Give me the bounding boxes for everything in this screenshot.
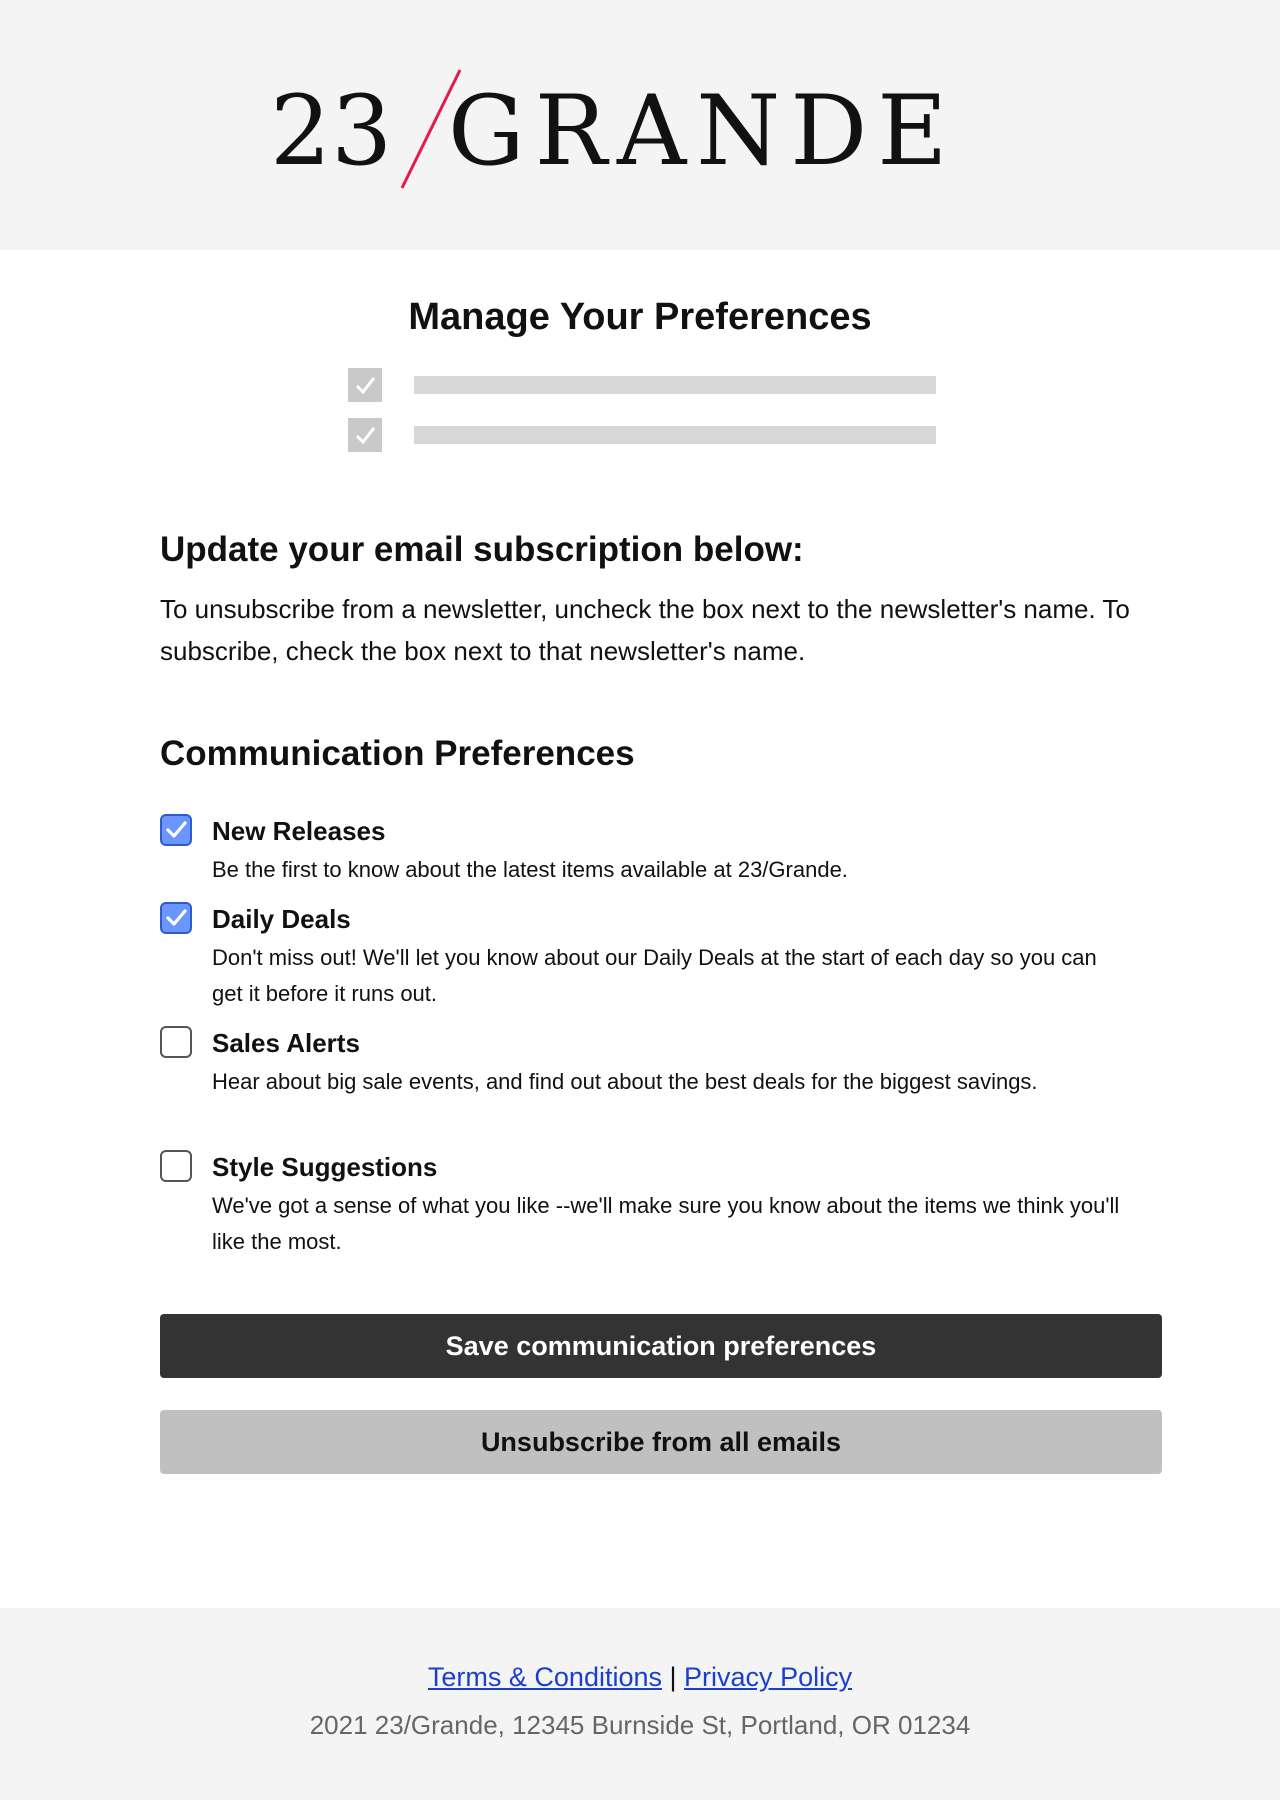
unsubscribe-all-button[interactable]: Unsubscribe from all emails (160, 1410, 1162, 1474)
daily-deals-checkbox[interactable] (160, 902, 192, 934)
checkmark-icon (348, 418, 382, 452)
privacy-link[interactable]: Privacy Policy (684, 1662, 853, 1692)
placeholder-line (414, 426, 936, 444)
sales-alerts-checkbox[interactable] (160, 1026, 192, 1058)
preference-name: Daily Deals (212, 904, 351, 934)
new-releases-checkbox[interactable] (160, 814, 192, 846)
style-suggestions-checkbox[interactable] (160, 1150, 192, 1182)
terms-link[interactable]: Terms & Conditions (427, 1662, 662, 1692)
checkmark-icon (348, 368, 382, 402)
footer-separator: | (669, 1662, 677, 1692)
subscription-instructions: To unsubscribe from a newsletter, uncheck the box next to the newsletter's name. To subscribe, check the box next to that newsletter's name. (160, 594, 1130, 666)
preference-name: Sales Alerts (212, 1028, 360, 1058)
preference-description: Be the first to know about the latest items available at 23/Grande. (212, 857, 848, 882)
page-title: Manage Your Preferences (408, 296, 872, 338)
logo-text-right: GRANDE (448, 75, 958, 187)
footer-links (0, 1662, 1280, 1693)
preference-description: We've got a sense of what you like --we'll make sure you know about the items we think you'll like the most. (212, 1193, 1120, 1254)
communication-heading: Communication Preferences (160, 734, 635, 773)
preference-name: New Releases (212, 816, 386, 846)
placeholder-line (414, 376, 936, 394)
footer (0, 1608, 1280, 1800)
brand-logo[interactable] (270, 62, 1010, 192)
checkmark-icon (164, 818, 188, 842)
preference-name: Style Suggestions (212, 1152, 438, 1182)
subscription-heading: Update your email subscription below: (160, 530, 804, 569)
checkmark-icon (164, 906, 188, 930)
preference-description: Don't miss out! We'll let you know about our Daily Deals at the start of each day so you can get it before it runs out. (212, 945, 1097, 1006)
preferences-illustration (348, 368, 938, 458)
preference-description: Hear about big sale events, and find out about the best deals for the biggest savings. (212, 1069, 1038, 1094)
logo-text-left: 23 (270, 75, 393, 187)
header (0, 0, 1280, 250)
footer-address: 2021 23/Grande, 12345 Burnside St, Portland, OR 01234 (309, 1710, 971, 1740)
save-preferences-button[interactable]: Save communication preferences (160, 1314, 1162, 1378)
